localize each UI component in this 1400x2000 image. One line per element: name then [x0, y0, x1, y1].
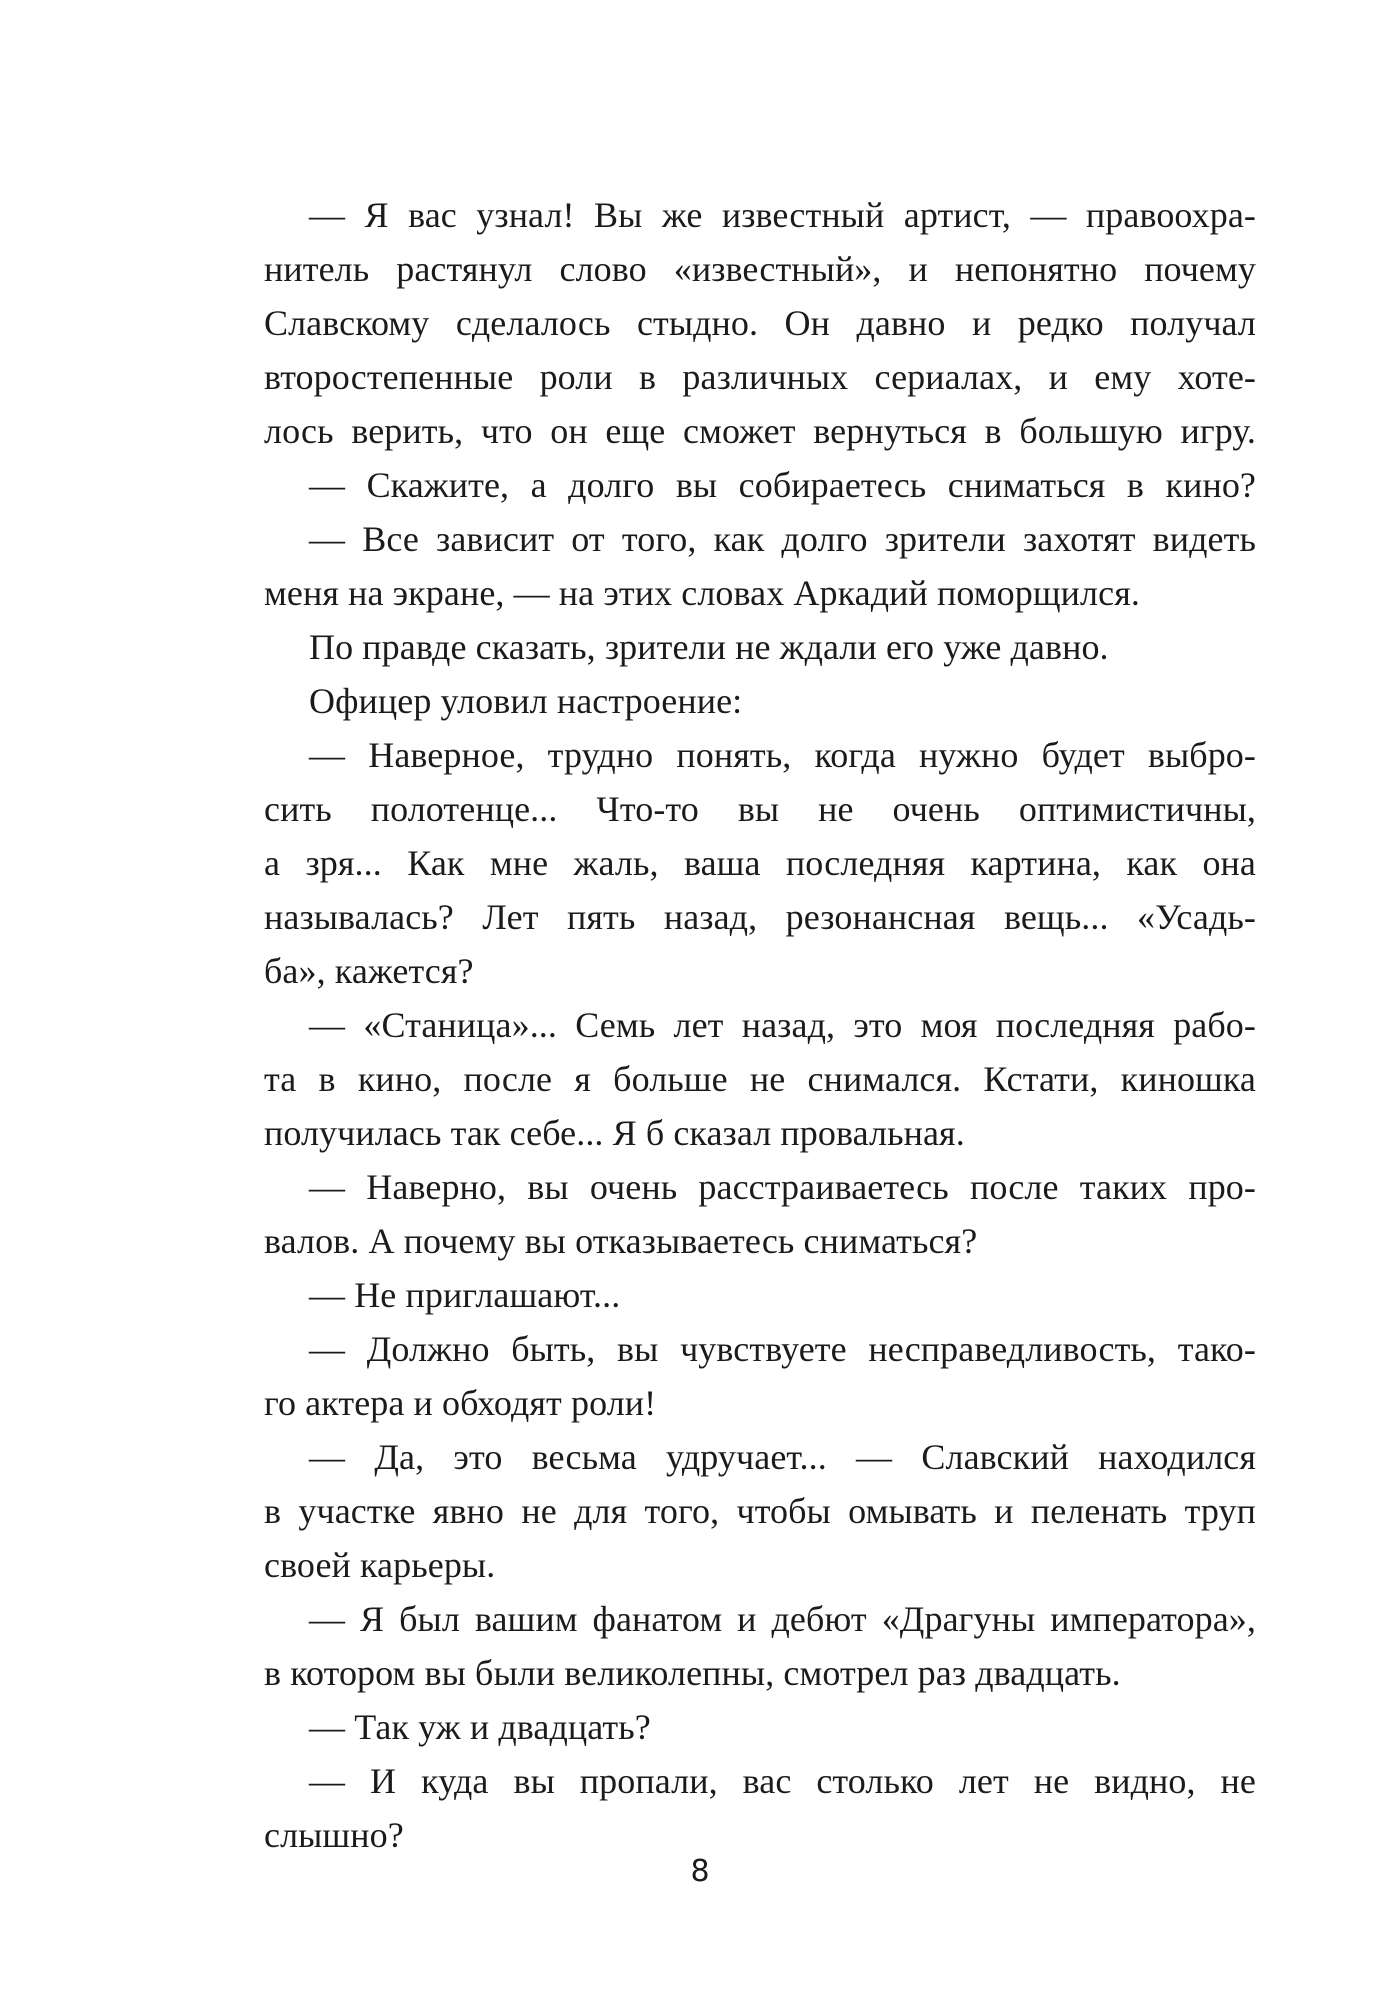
- text-line: — Я был вашим фанатом и дебют «Драгуны императора»,: [309, 1599, 1256, 1639]
- text-line: а зря... Как мне жаль, ваша последняя картина, как она: [264, 843, 1256, 883]
- text-line: лось верить, что он еще сможет вернуться в большую игру.: [264, 411, 1256, 451]
- text-line: второстепенные роли в различных сериалах, и ему хоте-: [264, 357, 1256, 397]
- text-line: называлась? Лет пять назад, резонансная вещь... «Усадь-: [264, 897, 1256, 937]
- text-line: — Все зависит от того, как долго зрители захотят видеть: [309, 519, 1256, 559]
- text-line: Славскому сделалось стыдно. Он давно и редко получал: [264, 303, 1256, 343]
- text-line: в участке явно не для того, чтобы омывать и пеленать труп: [264, 1491, 1256, 1531]
- text-line: получилась так себе... Я б сказал провальная.: [264, 1113, 965, 1153]
- text-line: — Я вас узнал! Вы же известный артист, — правоохра-: [309, 195, 1256, 235]
- text-line: нитель растянул слово «известный», и непонятно почему: [264, 249, 1256, 289]
- text-line: — Наверное, трудно понять, когда нужно будет выбро-: [309, 735, 1256, 775]
- text-line: — «Станица»... Семь лет назад, это моя последняя рабо-: [309, 1005, 1256, 1045]
- text-line: — И куда вы пропали, вас столько лет не видно, не: [309, 1761, 1256, 1801]
- text-line: — Должно быть, вы чувствуете несправедливость, тако-: [309, 1329, 1256, 1369]
- body-text: [264, 188, 1256, 1862]
- text-line: в котором вы были великолепны, смотрел раз двадцать.: [264, 1653, 1121, 1693]
- text-line: — Не приглашают...: [309, 1275, 621, 1315]
- text-line: валов. А почему вы отказываетесь сниматься?: [264, 1221, 978, 1261]
- page-number: 8: [690, 1854, 710, 1889]
- text-line: — Наверно, вы очень расстраиваетесь после таких про-: [309, 1167, 1256, 1207]
- text-line: своей карьеры.: [264, 1545, 496, 1585]
- text-line: слышно?: [264, 1815, 404, 1855]
- text-line: та в кино, после я больше не снимался. Кстати, киношка: [264, 1059, 1256, 1099]
- text-line: меня на экране, — на этих словах Аркадий поморщился.: [264, 573, 1140, 613]
- text-line: ба», кажется?: [264, 951, 474, 991]
- text-line: Офицер уловил настроение:: [309, 681, 743, 721]
- text-line: сить полотенце... Что-то вы не очень оптимистичны,: [264, 789, 1256, 829]
- text-line: — Скажите, а долго вы собираетесь сниматься в кино?: [309, 465, 1256, 505]
- text-line: го актера и обходят роли!: [264, 1383, 657, 1423]
- text-line: По правде сказать, зрители не ждали его уже давно.: [309, 627, 1109, 667]
- text-line: — Так уж и двадцать?: [309, 1707, 651, 1747]
- text-line: — Да, это весьма удручает... — Славский находился: [309, 1437, 1256, 1477]
